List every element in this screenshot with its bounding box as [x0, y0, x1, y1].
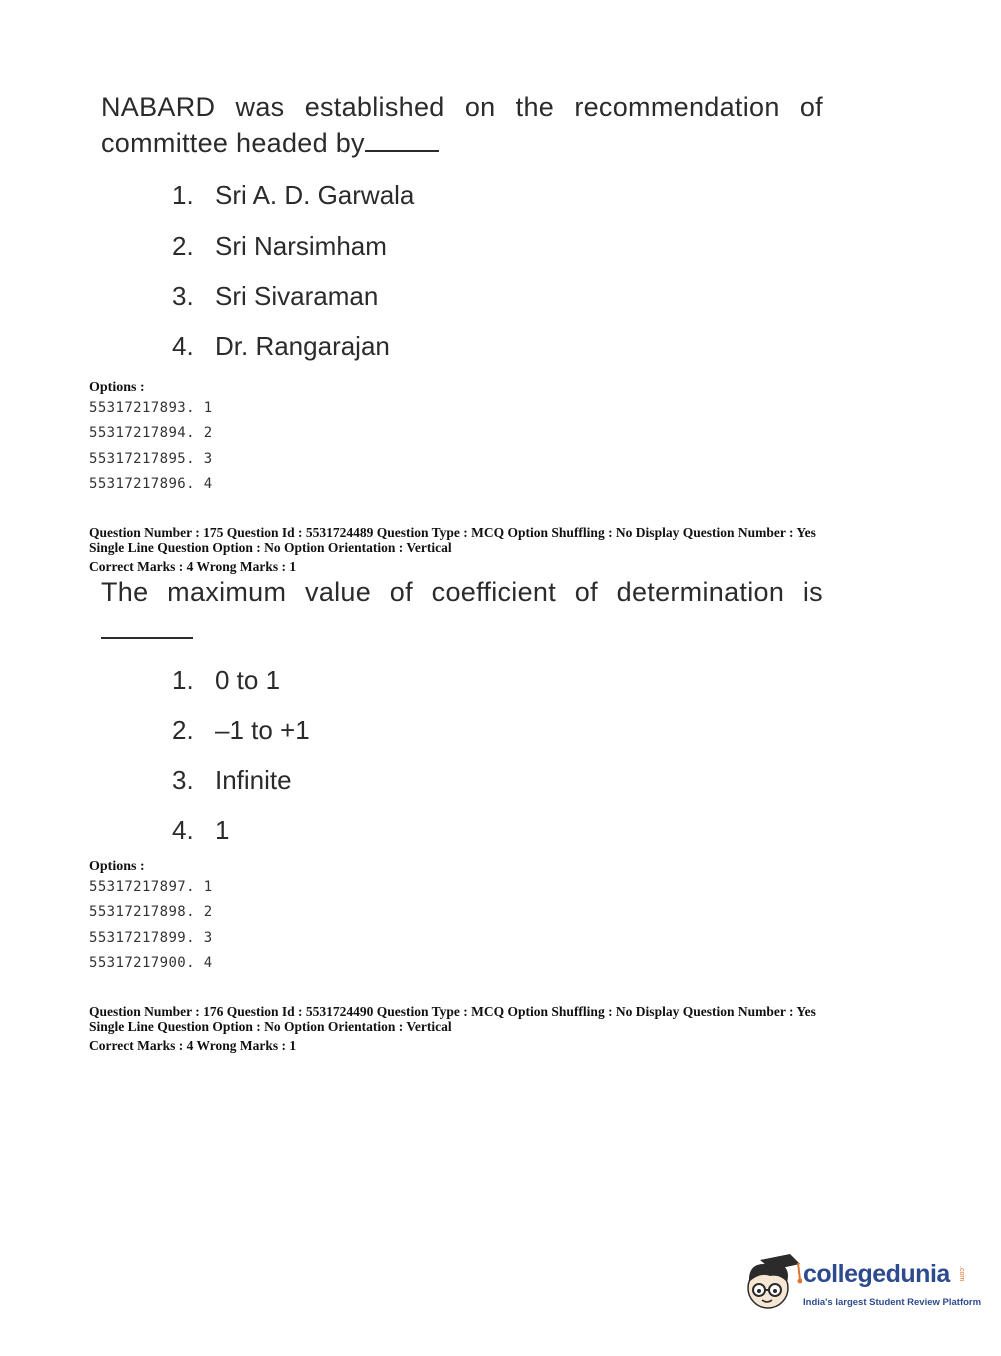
option-id: 55317217893. 1 [89, 400, 213, 416]
option-id: 55317217899. 3 [89, 930, 213, 946]
option-id: 55317217900. 4 [89, 955, 213, 971]
choice-text: 0 to 1 [215, 665, 281, 695]
answer-choice [172, 281, 378, 312]
question-meta: Question Number : 175 Question Id : 5531724489 Question Type : MCQ Option Shuffling : No Display Question Number : Yes [89, 525, 816, 540]
question-word: value [305, 577, 372, 607]
question-word: The [101, 577, 149, 607]
option-id: 55317217897. 1 [89, 879, 213, 895]
collegedunia-logo [740, 1250, 982, 1320]
question-word: the [515, 92, 555, 122]
question-meta: Correct Marks : 4 Wrong Marks : 1 [89, 559, 297, 574]
choice-number: 3. [172, 281, 194, 311]
question-word: coefficient [431, 577, 557, 607]
answer-choice [172, 815, 229, 846]
mascot-icon [740, 1250, 802, 1314]
question-word: determination [616, 577, 785, 607]
choice-text: –1 to +1 [215, 715, 310, 745]
options-label: Options : [89, 859, 145, 874]
answer-choice [172, 665, 280, 696]
question-meta: Single Line Question Option : No Option Orientation : Vertical [89, 1019, 452, 1034]
question-word: on [464, 92, 496, 122]
option-id: 55317217896. 4 [89, 476, 213, 492]
choice-text: Sri Sivaraman [215, 281, 379, 311]
question-meta: Single Line Question Option : No Option Orientation : Vertical [89, 540, 452, 555]
question-meta: Correct Marks : 4 Wrong Marks : 1 [89, 1038, 297, 1053]
question-word: recommendation [574, 92, 780, 122]
options-label: Options : [89, 380, 145, 395]
answer-choice [172, 231, 387, 262]
logo-suffix: .com [958, 1266, 965, 1282]
question-word: is [802, 577, 823, 607]
question-meta: Question Number : 176 Question Id : 5531724490 Question Type : MCQ Option Shuffling : No Display Question Number : Yes [89, 1004, 816, 1019]
choice-number: 4. [172, 815, 194, 845]
question-word: of [389, 577, 413, 607]
choice-number: 3. [172, 765, 194, 795]
answer-choice [172, 765, 292, 796]
answer-choice [172, 180, 414, 211]
choice-text: Sri A. D. Garwala [215, 180, 415, 210]
logo-name: collegedunia [803, 1260, 950, 1288]
choice-number: 1. [172, 180, 194, 210]
question-line [101, 128, 439, 159]
answer-choice [172, 715, 310, 746]
option-id: 55317217898. 2 [89, 904, 213, 920]
question-word: was [235, 92, 285, 122]
option-id: 55317217894. 2 [89, 425, 213, 441]
question-line [101, 615, 193, 646]
question-word: NABARD [101, 92, 216, 122]
choice-number: 4. [172, 331, 194, 361]
choice-text: Infinite [215, 765, 292, 795]
question-line [101, 92, 823, 123]
question-line [101, 577, 823, 608]
choice-number: 1. [172, 665, 194, 695]
choice-text: Dr. Rangarajan [215, 331, 390, 361]
question-word: established [304, 92, 445, 122]
choice-number: 2. [172, 231, 194, 261]
question-word: maximum [167, 577, 287, 607]
choice-text: Sri Narsimham [215, 231, 387, 261]
question-word: of [574, 577, 598, 607]
answer-blank [101, 615, 193, 639]
answer-blank [365, 128, 439, 152]
question-word: of [799, 92, 823, 122]
option-id: 55317217895. 3 [89, 451, 213, 467]
choice-number: 2. [172, 715, 194, 745]
question-line-text: committee headed by [101, 128, 365, 158]
logo-tagline: India's largest Student Review Platform [803, 1297, 982, 1308]
answer-choice [172, 331, 390, 362]
choice-text: 1 [215, 815, 230, 845]
